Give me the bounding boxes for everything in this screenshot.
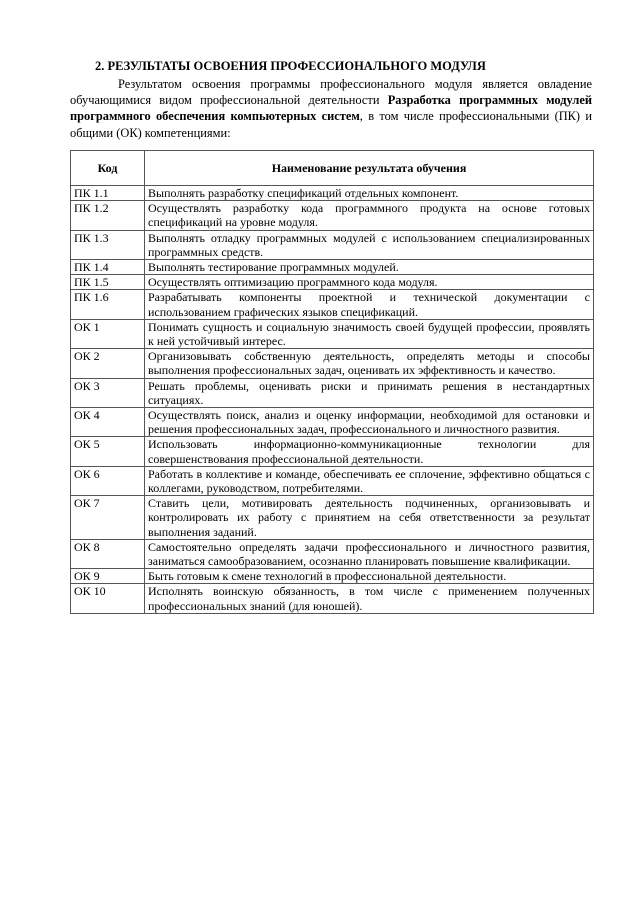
competency-description: Ставить цели, мотивировать деятельность подчиненных, организовывать и контролировать их работу с принятием на себя ответственности за результат выполнения заданий. <box>145 496 594 540</box>
table-row <box>71 319 594 348</box>
table-row <box>71 201 594 230</box>
table-row <box>71 290 594 319</box>
section-title: 2. РЕЗУЛЬТАТЫ ОСВОЕНИЯ ПРОФЕССИОНАЛЬНОГО МОДУЛЯ <box>95 59 486 73</box>
table-row <box>71 260 594 275</box>
table-row <box>71 496 594 540</box>
table-row <box>71 186 594 201</box>
table-row <box>71 466 594 495</box>
competency-description: Работать в коллективе и команде, обеспечивать ее сплочение, эффективно общаться с коллегами, руководством, потребителями. <box>145 466 594 495</box>
competency-code: ПК 1.4 <box>71 260 145 275</box>
intro-text-start: Результатом освоения программы профессионального модуля является овладение обучающимися видом профессиональной деятельности <box>70 77 592 108</box>
competency-code: ОК 5 <box>71 437 145 466</box>
competency-code: ОК 10 <box>71 584 145 613</box>
competency-code: ПК 1.1 <box>71 186 145 201</box>
table-row <box>71 378 594 407</box>
table-row <box>71 569 594 584</box>
header-name: Наименование результата обучения <box>145 151 594 186</box>
competency-description: Быть готовым к смене технологий в профессиональной деятельности. <box>145 569 594 584</box>
competency-description: Выполнять тестирование программных модулей. <box>145 260 594 275</box>
table-row <box>71 539 594 568</box>
competency-code: ПК 1.6 <box>71 290 145 319</box>
header-code: Код <box>71 151 145 186</box>
competency-description: Использовать информационно-коммуникационные технологии для совершенствования профессиональной деятельности. <box>145 437 594 466</box>
table-header-row <box>71 151 594 186</box>
table-row <box>71 275 594 290</box>
competency-description: Осуществлять разработку кода программного продукта на основе готовых спецификаций на уровне модуля. <box>145 201 594 230</box>
table-body <box>71 186 594 614</box>
competency-description: Организовывать собственную деятельность, определять методы и способы выполнения профессиональных задач, оценивать их эффективность и качество. <box>145 349 594 378</box>
table-row <box>71 437 594 466</box>
intro-paragraph <box>70 76 592 141</box>
competency-code: ПК 1.2 <box>71 201 145 230</box>
competency-description: Самостоятельно определять задачи профессионального и личностного развития, заниматься самообразованием, осознанно планировать повышение квалификации. <box>145 539 594 568</box>
competency-code: ОК 7 <box>71 496 145 540</box>
competency-code: ПК 1.5 <box>71 275 145 290</box>
competency-code: ПК 1.3 <box>71 230 145 259</box>
competency-description: Понимать сущность и социальную значимость своей будущей профессии, проявлять к ней устойчивый интерес. <box>145 319 594 348</box>
competency-code: ОК 2 <box>71 349 145 378</box>
competency-description: Решать проблемы, оценивать риски и принимать решения в нестандартных ситуациях. <box>145 378 594 407</box>
competency-code: ОК 9 <box>71 569 145 584</box>
competency-description: Осуществлять поиск, анализ и оценку информации, необходимой для остановки и решения профессиональных задач, профессионального и личностного развития. <box>145 408 594 437</box>
competency-description: Разрабатывать компоненты проектной и технической документации с использованием графических языков спецификаций. <box>145 290 594 319</box>
competency-code: ОК 3 <box>71 378 145 407</box>
competency-description: Исполнять воинскую обязанность, в том числе с применением полученных профессиональных знаний (для юношей). <box>145 584 594 613</box>
competency-code: ОК 4 <box>71 408 145 437</box>
competency-description: Осуществлять оптимизацию программного кода модуля. <box>145 275 594 290</box>
table-row <box>71 230 594 259</box>
competency-description: Выполнять разработку спецификаций отдельных компонент. <box>145 186 594 201</box>
competencies-table <box>70 150 594 614</box>
intro-bold-activity: Разработка программных модулей программного обеспечения компьютерных систем <box>70 93 592 124</box>
table-row <box>71 408 594 437</box>
table-row <box>71 584 594 613</box>
competency-code: ОК 1 <box>71 319 145 348</box>
table-row <box>71 349 594 378</box>
competency-description: Выполнять отладку программных модулей с использованием специализированных программных средств. <box>145 230 594 259</box>
competency-code: ОК 8 <box>71 539 145 568</box>
intro-text-end: , в том числе профессиональными (ПК) и общими (ОК) компетенциями: <box>70 109 592 140</box>
competency-code: ОК 6 <box>71 466 145 495</box>
